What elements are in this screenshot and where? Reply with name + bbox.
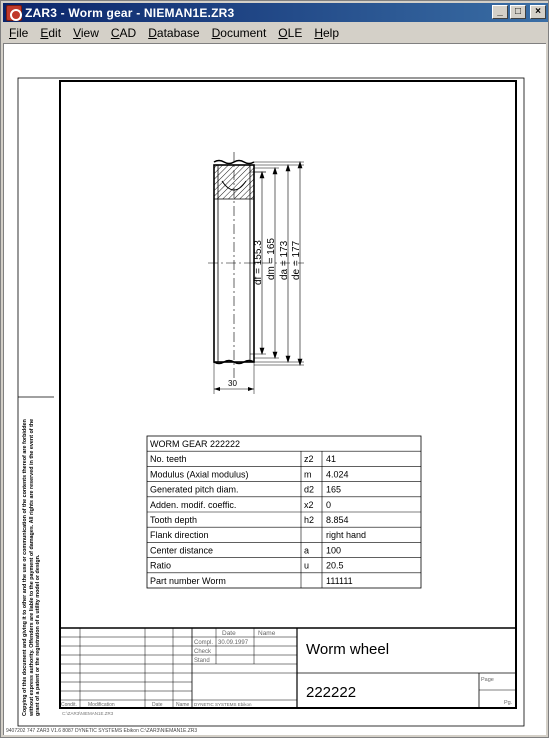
menu-ole[interactable] xyxy=(272,26,308,40)
title-bar[interactable] xyxy=(3,3,548,22)
menu-accel: C xyxy=(110,25,120,40)
menu-accel: H xyxy=(314,25,323,40)
maximize-button[interactable]: □ xyxy=(510,5,526,19)
menu-accel: V xyxy=(73,25,81,40)
table-cell-symbol: m xyxy=(304,469,312,480)
copyright-text: Copying of this document and giving it to other and the use or communication of the contents thereof are forbidden without express authority. Offenders are liable to the payment of damages. All rights are reserved in the event of the grant of a patent or the registration of a utility model or design. xyxy=(22,418,42,716)
menu-accel: E xyxy=(40,25,49,40)
menu-accel: D xyxy=(211,25,221,40)
window-controls xyxy=(492,5,546,19)
minimize-button[interactable]: _ xyxy=(492,5,508,19)
table-cell-symbol: a xyxy=(304,545,310,556)
table-cell-label: Modulus (Axial modulus) xyxy=(150,469,249,480)
table-cell-value: 20.5 xyxy=(326,560,344,571)
menu-database[interactable] xyxy=(142,26,205,40)
table-cell-value: 111111 xyxy=(326,575,353,586)
table-cell-symbol: d2 xyxy=(304,484,315,495)
close-button[interactable]: × xyxy=(530,5,546,19)
tb-name: Name xyxy=(176,702,190,708)
menu-accel: O xyxy=(278,25,288,40)
drawing-canvas[interactable] xyxy=(3,43,546,735)
drawing-sheet xyxy=(4,44,547,736)
table-cell-value: 8.854 xyxy=(326,515,349,525)
table-cell-label: Flank direction xyxy=(150,530,209,541)
tb-row-check: Check xyxy=(194,649,212,655)
dim-df: df = 155.3 xyxy=(253,240,264,285)
menu-label-rest: ile xyxy=(16,25,29,40)
table-cell-symbol: h2 xyxy=(304,515,315,525)
table-cell-value: right hand xyxy=(326,530,367,541)
status-line: 9407202 747 ZAR3 V1.6 8087 DYNETIC SYSTEMS Ebikon C:\ZAR3\NIEMAN1E.ZR3 xyxy=(6,728,198,734)
dim-dm: dm = 165 xyxy=(266,238,277,280)
dim-width: 30 xyxy=(228,379,237,388)
tb-col-date: Date xyxy=(222,630,236,637)
tb-condit: Condit. xyxy=(61,702,77,708)
menu-document[interactable] xyxy=(206,26,273,40)
table-cell-value: 0 xyxy=(326,499,332,510)
tb-row-compl: Compl. xyxy=(194,640,214,646)
table-cell-value: 165 xyxy=(326,484,342,495)
table-cell-symbol: u xyxy=(304,560,310,571)
menu-label-rest: atabase xyxy=(156,25,200,40)
menu-label-rest: elp xyxy=(323,25,340,40)
table-header: WORM GEAR 222222 xyxy=(150,439,241,449)
menu-help[interactable] xyxy=(308,26,345,40)
app-icon[interactable] xyxy=(6,5,22,21)
menu-edit[interactable] xyxy=(34,26,67,40)
table-cell-label: No. teeth xyxy=(150,454,187,465)
tb-compl-date: 30.09.1997 xyxy=(218,640,249,646)
menu-label-rest: ocument xyxy=(220,25,267,40)
tb-pg: Pg. xyxy=(504,700,513,706)
menu-label-rest: LE xyxy=(287,25,303,40)
menu-cad[interactable] xyxy=(105,26,142,40)
menu-label-rest: AD xyxy=(119,25,137,40)
menu-view[interactable] xyxy=(67,26,105,40)
tb-company: DYNETIC SYSTEMS Ebikon xyxy=(194,702,252,707)
menu-accel: F xyxy=(9,25,17,40)
menu-file[interactable] xyxy=(3,26,34,40)
table-cell-symbol: z2 xyxy=(304,454,314,465)
drawing-number: 222222 xyxy=(306,684,357,701)
tb-col-name: Name xyxy=(258,630,276,637)
tb-page: Page xyxy=(481,677,494,683)
table-cell-label: Tooth depth xyxy=(150,515,198,525)
tb-date: Date xyxy=(152,702,163,708)
gear-data-table xyxy=(147,436,421,588)
worm-wheel-section xyxy=(208,152,304,394)
table-cell-label: Ratio xyxy=(150,560,172,571)
table-cell-value: 41 xyxy=(326,454,337,465)
table-cell-value: 100 xyxy=(326,545,342,556)
tb-modification: Modification xyxy=(88,702,115,708)
menu-accel: D xyxy=(148,25,157,40)
table-cell-label: Part number Worm xyxy=(150,575,226,586)
menu-bar xyxy=(3,23,548,42)
menu-label-rest: dit xyxy=(48,25,62,40)
tb-row-stand: Stand xyxy=(194,658,210,664)
dim-de: de = 177 xyxy=(291,240,302,280)
table-cell-label: Center distance xyxy=(150,545,214,556)
dim-da: da = 173 xyxy=(279,240,290,280)
menu-label-rest: iew xyxy=(80,25,99,40)
file-path: C:\ZAR3\NIEMAN1E.ZR3 xyxy=(62,711,114,716)
table-cell-label: Adden. modif. coeffic. xyxy=(150,499,237,510)
drawing-title: Worm wheel xyxy=(306,641,390,658)
table-cell-value: 4.024 xyxy=(326,469,349,480)
copyright-notice xyxy=(22,416,56,716)
title-block xyxy=(60,628,516,708)
table-cell-symbol: x2 xyxy=(304,499,314,510)
window-title: ZAR3 - Worm gear - NIEMAN1E.ZR3 xyxy=(25,5,235,20)
table-cell-label: Generated pitch diam. xyxy=(150,484,239,495)
